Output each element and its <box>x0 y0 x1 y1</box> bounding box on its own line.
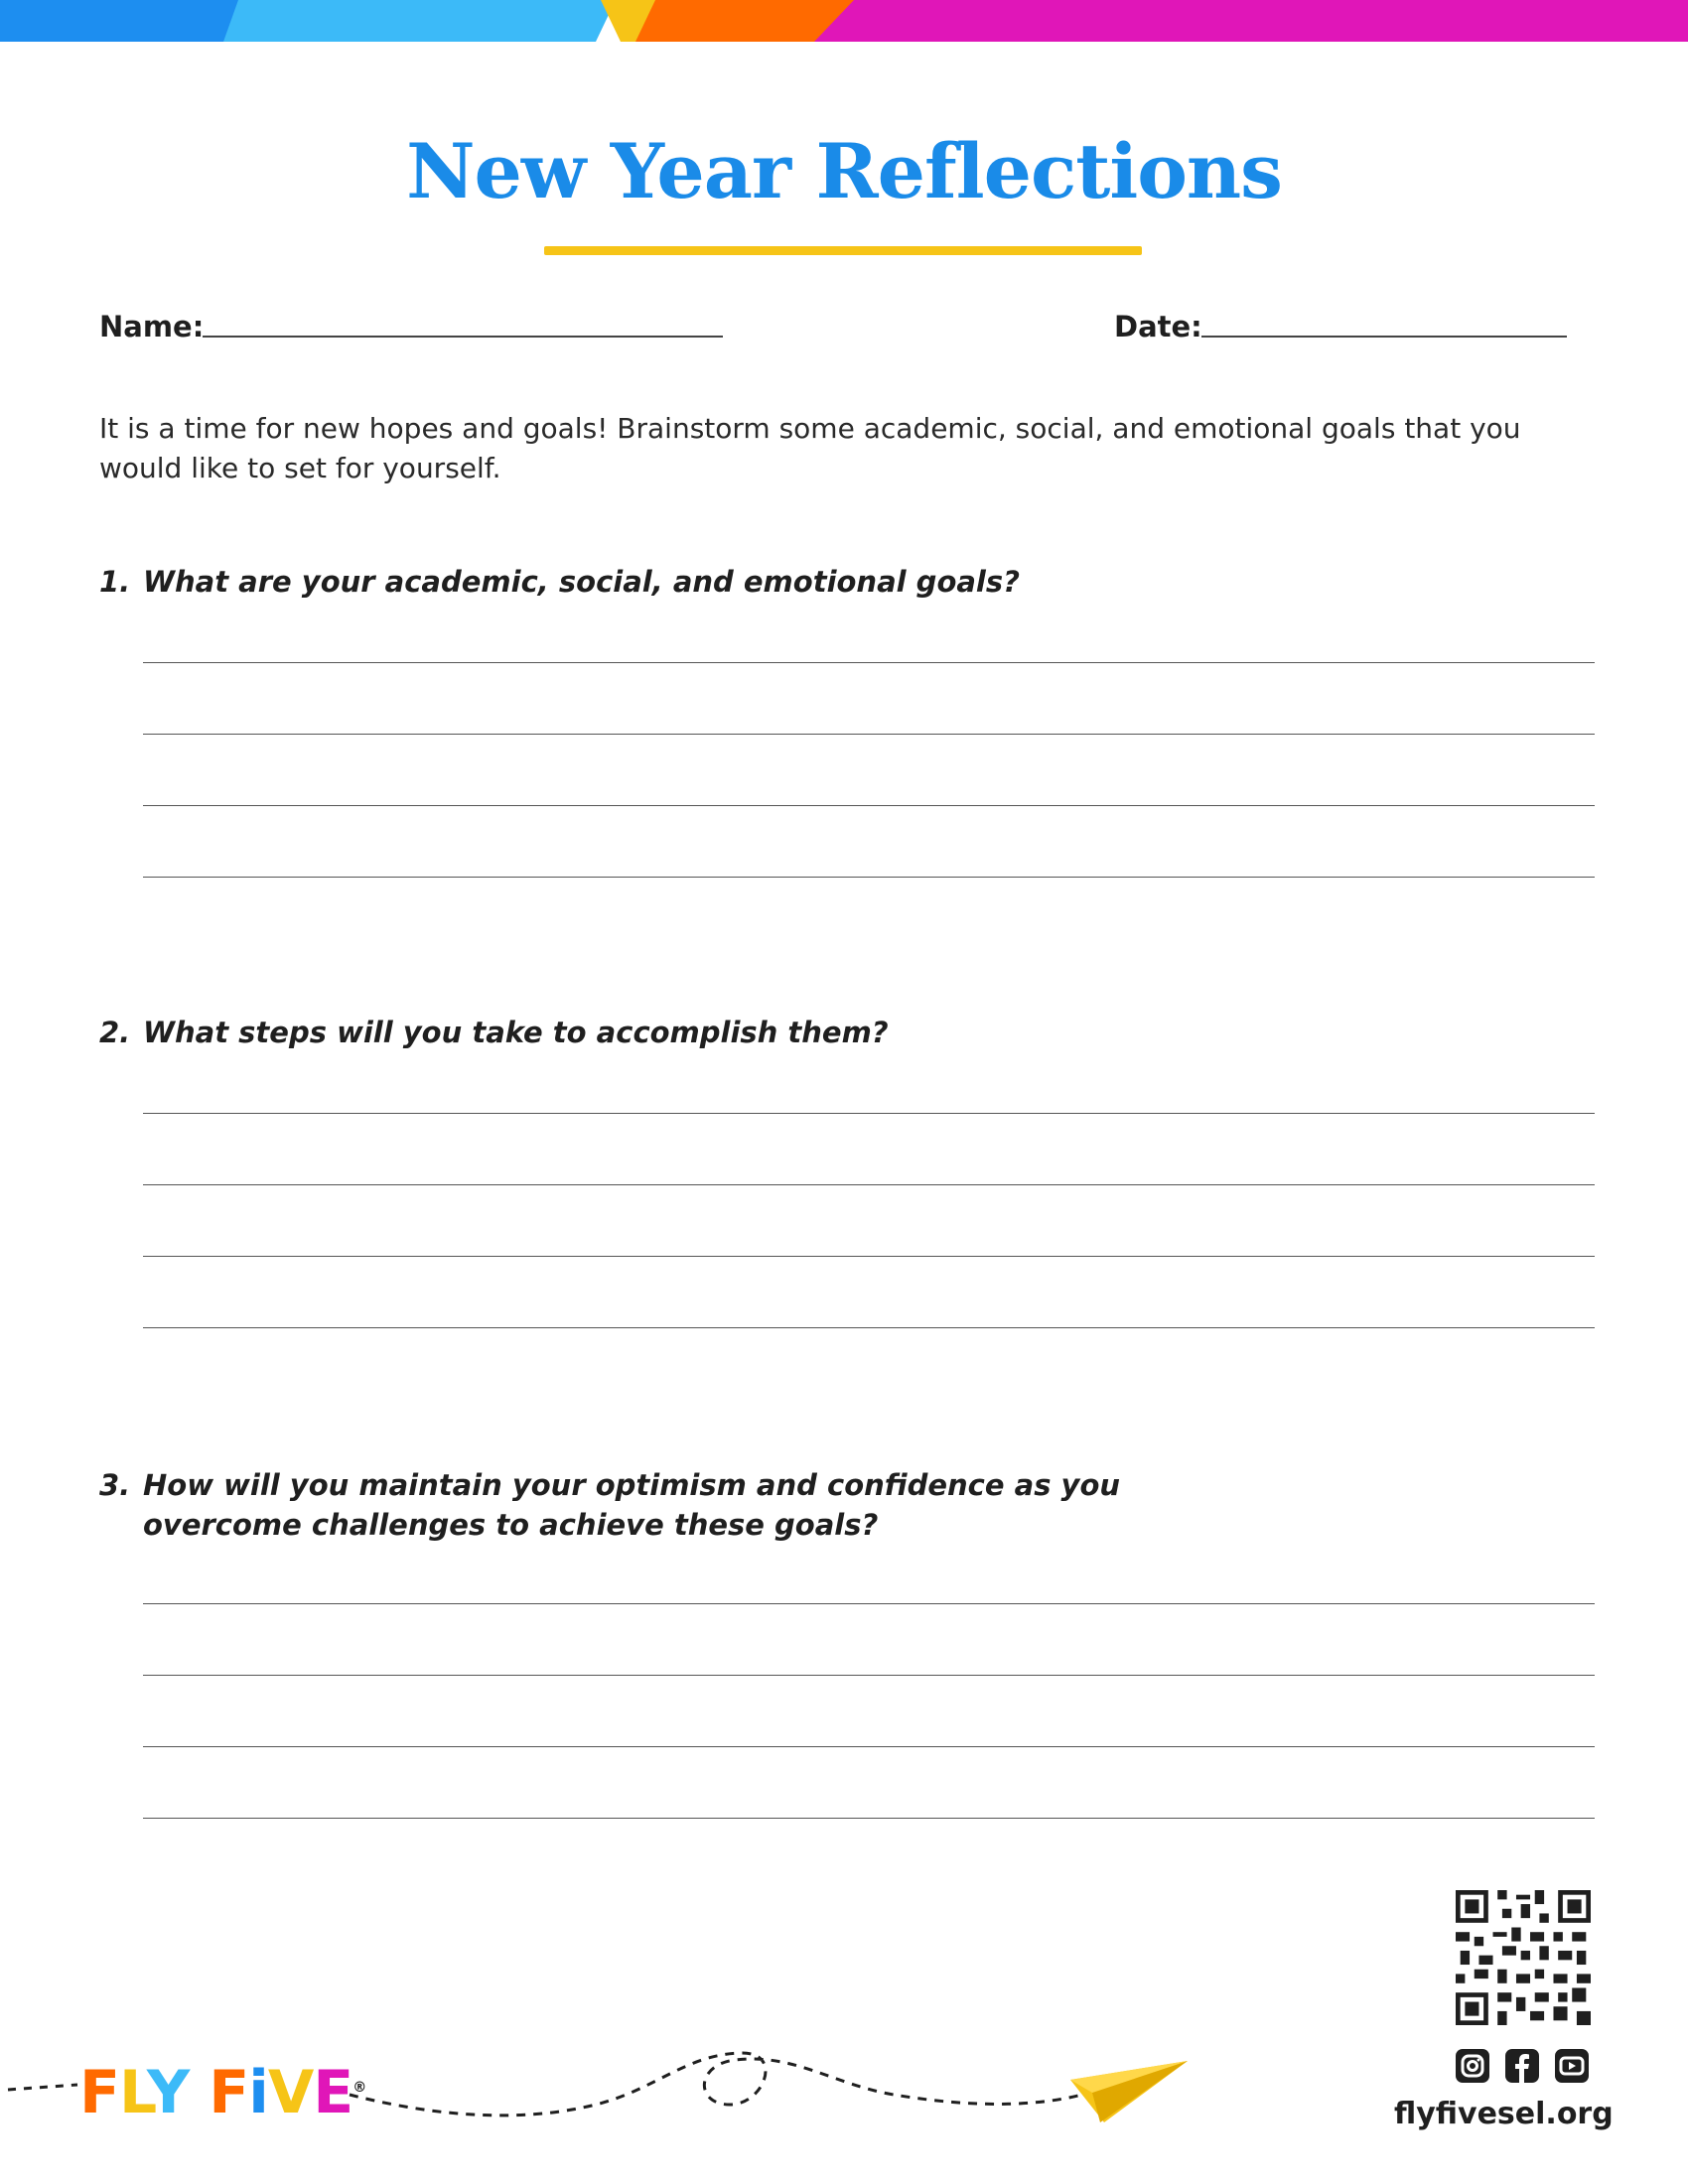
fly-five-logo: FLY FiVE® <box>79 2058 366 2127</box>
question-text: What are your academic, social, and emotional goals? <box>143 565 1020 599</box>
question-number: 1. <box>99 565 131 599</box>
logo-letter: L <box>119 2058 147 2127</box>
answer-line[interactable] <box>143 662 1595 663</box>
question-text: What steps will you take to accomplish them? <box>143 1016 889 1049</box>
logo-letter: F <box>209 2058 249 2127</box>
answer-line[interactable] <box>143 1675 1595 1676</box>
website-link[interactable]: flyfivesel.org <box>1394 2097 1614 2131</box>
paper-airplane-icon <box>1070 2061 1188 2122</box>
answer-line[interactable] <box>143 1184 1595 1185</box>
answer-line[interactable] <box>143 1603 1595 1604</box>
qr-code-icon <box>1456 1890 1591 2025</box>
logo-letter: i <box>248 2058 268 2127</box>
question-number: 2. <box>99 1016 131 1049</box>
title-underline <box>544 246 1142 255</box>
date-field[interactable] <box>1201 336 1567 338</box>
logo-letter: V <box>267 2058 314 2127</box>
question-text: How will you maintain your optimism and confidence as you overcome challenges to achieve these goals? <box>143 1468 1121 1542</box>
name-field[interactable] <box>203 336 723 338</box>
answer-line[interactable] <box>143 1113 1595 1114</box>
page-title: New Year Reflections <box>406 127 1282 215</box>
intro-text: It is a time for new hopes and goals! Brainstorm some academic, social, and emotional goals that you would like to set for yourself. <box>99 412 1521 484</box>
question-3 <box>99 1465 1509 1545</box>
answer-line[interactable] <box>143 1256 1595 1257</box>
logo-letter: E <box>313 2058 353 2127</box>
date-label: Date: <box>1114 310 1202 343</box>
logo-letter: F <box>79 2058 119 2127</box>
answer-line[interactable] <box>143 877 1595 878</box>
answer-line[interactable] <box>143 1746 1595 1747</box>
top-color-band <box>0 0 1688 42</box>
name-label: Name: <box>99 310 205 343</box>
answer-line[interactable] <box>143 1818 1595 1819</box>
logo-letter: Y <box>146 2058 190 2127</box>
question-1 <box>99 562 1509 602</box>
question-number: 3. <box>99 1468 131 1502</box>
answer-line[interactable] <box>143 805 1595 806</box>
answer-line[interactable] <box>143 734 1595 735</box>
answer-line[interactable] <box>143 1327 1595 1328</box>
question-2 <box>99 1013 1509 1052</box>
